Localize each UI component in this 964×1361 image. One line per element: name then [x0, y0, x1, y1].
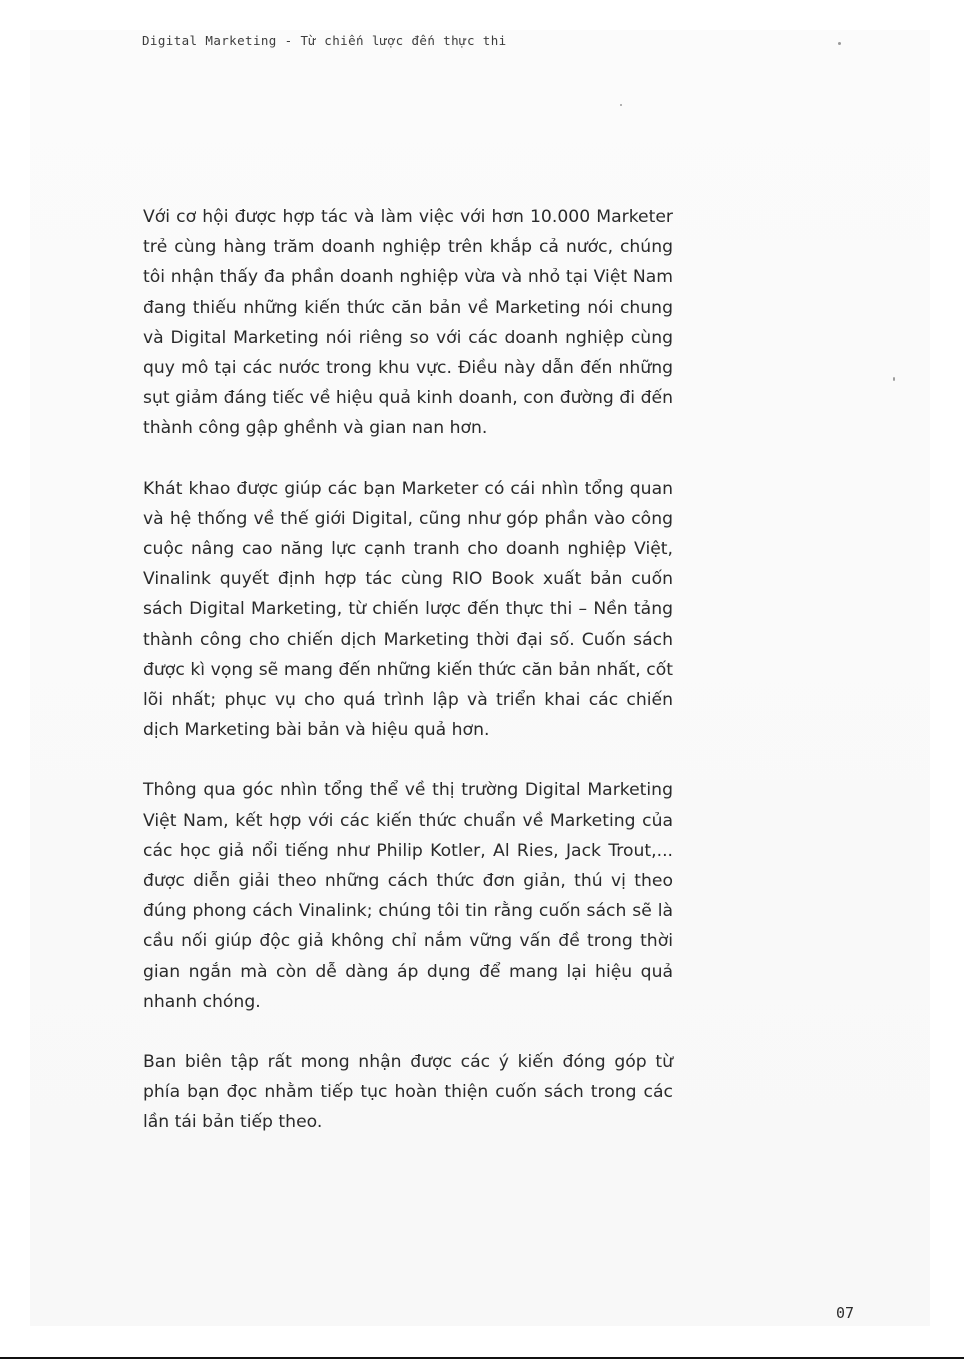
body-text: [143, 202, 673, 1168]
running-header: Digital Marketing - Từ chiến lược đến thực thi: [142, 33, 507, 48]
bottom-edge-rule: [0, 1357, 964, 1359]
scan-speck: [893, 377, 895, 381]
page-number: 07: [836, 1304, 855, 1322]
paragraph-aspiration: Khát khao được giúp các bạn Marketer có cái nhìn tổng quan và hệ thống về thế giới Digital, cũng như góp phần vào công cuộc nâng cao năng lực cạnh tranh cho doanh nghiệp Việt, Vinalink quyết định hợp tác cùng RIO Book xuất bản cuốn sách Digital Marketing, từ chiến lược đến thực thi – Nền tảng thành công cho chiến dịch Marketing thời đại số. Cuốn sách được kì vọng sẽ mang đến những kiến thức căn bản nhất, cốt lõi nhất; phục vụ cho quá trình lập và triển khai các chiến dịch Marketing bài bản và hiệu quả hơn.: [143, 478, 673, 741]
scan-speck: [838, 42, 841, 45]
scan-speck: [620, 104, 622, 106]
paragraph-feedback: Ban biên tập rất mong nhận được các ý kiến đóng góp từ phía bạn đọc nhằm tiếp tục hoàn thiện cuốn sách trong các lần tái bản tiếp theo.: [143, 1052, 673, 1133]
paragraph-overview: Thông qua góc nhìn tổng thể về thị trường Digital Marketing Việt Nam, kết hợp với các kiến thức chuẩn về Marketing của các học giả nổi tiếng như Philip Kotler, Al Ries, Jack Trout,... được diễn giải theo những cách thức đơn giản, thú vị theo đúng phong cách Vinalink; chúng tôi tin rằng cuốn sách sẽ là cầu nối giúp độc giả không chỉ nắm vững vấn đề trong thời gian ngắn mà còn dễ dàng áp dụng để mang lại hiệu quả nhanh chóng.: [143, 780, 673, 1012]
paragraph-intro: Với cơ hội được hợp tác và làm việc với hơn 10.000 Marketer trẻ cùng hàng trăm doanh nghiệp trên khắp cả nước, chúng tôi nhận thấy đa phần doanh nghiệp vừa và nhỏ tại Việt Nam đang thiếu những kiến thức căn bản về Marketing nói chung và Digital Marketing nói riêng so với các doanh nghiệp cùng quy mô tại các nước trong khu vực. Điều này dẫn đến những sụt giảm đáng tiếc về hiệu quả kinh doanh, con đường đi đến thành công gập ghềnh và gian nan hơn.: [143, 207, 673, 439]
